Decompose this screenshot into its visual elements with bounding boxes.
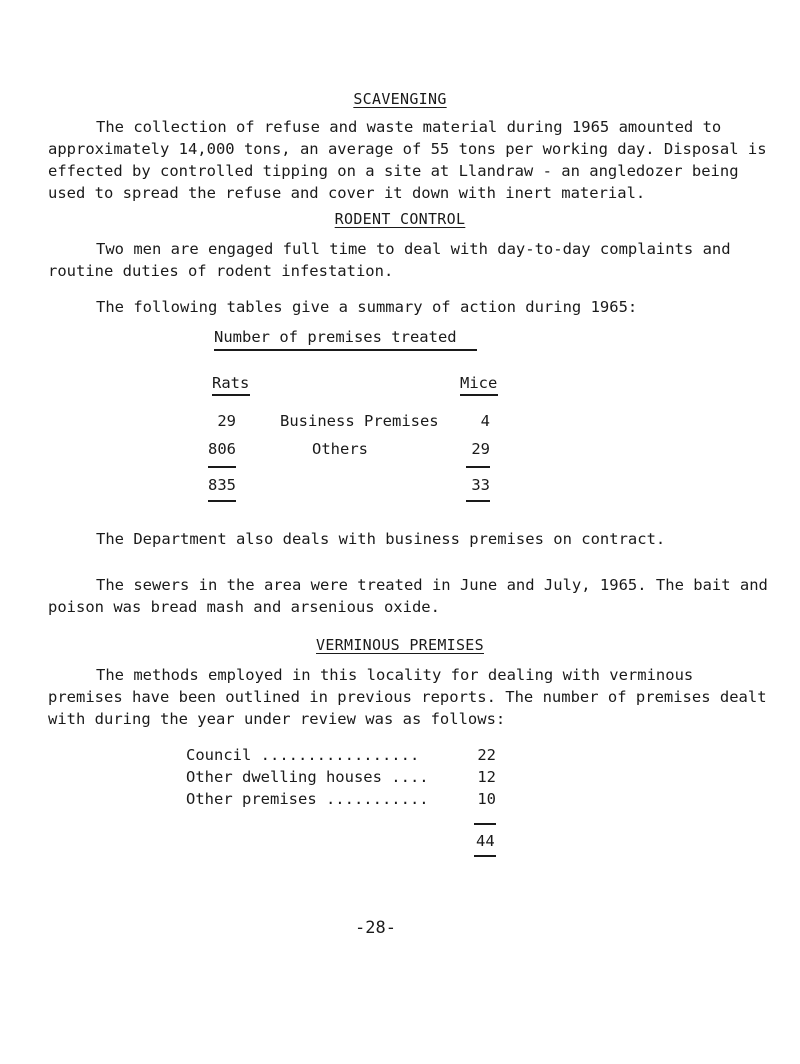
rats-header-underline <box>212 394 250 396</box>
rodent-control-heading: RODENT CONTROL <box>334 210 466 228</box>
mice-total-rule <box>466 466 490 468</box>
list-item-other-dwelling: Other dwelling houses .... 12 <box>186 768 496 786</box>
mice-header-underline <box>460 394 498 396</box>
mice-total-double-rule <box>466 500 490 502</box>
table-row-business-mice: 4 <box>480 412 490 430</box>
rats-total: 835 <box>208 476 236 494</box>
verminous-premises-heading: VERMINOUS PREMISES <box>316 636 484 654</box>
page-number: -28- <box>355 918 396 938</box>
table-row-others-rats: 806 <box>208 440 236 458</box>
rodent-intro-paragraph: Two men are engaged full time to deal with day-to-day complaints and routine duties of rodent infestation. <box>48 240 731 280</box>
mice-total: 33 <box>471 476 490 494</box>
table-row-business-rats: 29 <box>217 412 236 430</box>
table-title-underline <box>214 349 477 351</box>
rats-total-double-rule <box>208 500 236 502</box>
verminous-total: 44 <box>476 832 495 850</box>
table-row-others-mice: 29 <box>471 440 490 458</box>
contract-paragraph: The Department also deals with business premises on contract. <box>96 530 666 548</box>
scavenging-heading: SCAVENGING <box>353 90 447 108</box>
table-row-others-label: Others <box>312 440 368 458</box>
verminous-total-double-rule <box>474 855 496 857</box>
list-item-other-premises: Other premises ........... 10 <box>186 790 496 808</box>
list-item-council: Council ................. 22 <box>186 746 496 764</box>
rats-total-rule <box>208 466 236 468</box>
table-row-business-label: Business Premises <box>280 412 439 430</box>
col-header-mice: Mice <box>460 374 498 392</box>
verminous-total-rule <box>474 823 496 825</box>
scavenging-paragraph: The collection of refuse and waste material during 1965 amounted to approximately 14,000 tons, an average of 55 tons per working day. Disposal is effected by controlled tipping on a site at Llandraw - an angledozer being used to spread the refuse and cover it down with inert material. <box>48 118 767 202</box>
col-header-rats: Rats <box>212 374 250 392</box>
rodent-summary-paragraph: The following tables give a summary of action during 1965: <box>96 298 638 316</box>
verminous-paragraph: The methods employed in this locality for dealing with verminous premises have been outlined in previous reports. The number of premises dealt with during the year under review was as follows: <box>48 666 767 728</box>
table-title: Number of premises treated <box>214 328 457 346</box>
sewers-paragraph: The sewers in the area were treated in June and July, 1965. The bait and poison was bread mash and arsenious oxide. <box>48 576 768 616</box>
